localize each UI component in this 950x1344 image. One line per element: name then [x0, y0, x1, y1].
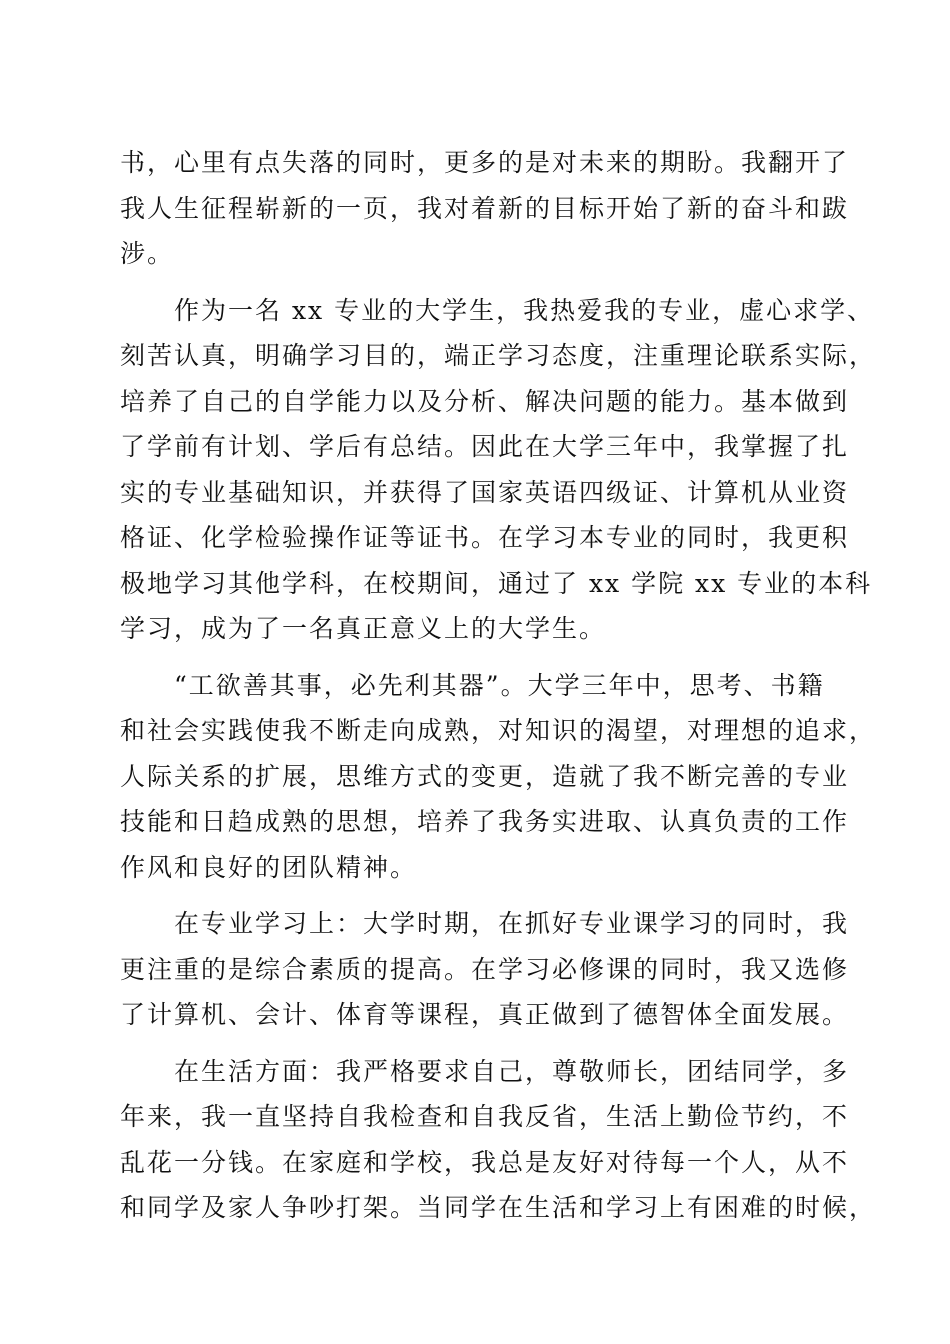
text-line: 作为一名 xx 专业的大学生，我热爱我的专业，虚心求学、: [120, 295, 875, 325]
text-line: 在生活方面：我严格要求自己，尊敬师长，团结同学，多: [120, 1056, 850, 1086]
body-text: [120, 140, 877, 1231]
text-line: 更注重的是综合素质的提高。在学习必修课的同时，我又选修: [120, 954, 850, 984]
text-line: 极地学习其他学科，在校期间，通过了 xx 学院 xx 专业的本科: [120, 568, 873, 598]
paragraph: [120, 288, 877, 652]
text-line: 学习，成为了一名真正意义上的大学生。: [120, 614, 607, 643]
text-line: 了学前有计划、学后有总结。因此在大学三年中，我掌握了扎: [120, 432, 850, 461]
text-line: 在专业学习上：大学时期，在抓好专业课学习的同时，我: [120, 909, 850, 938]
text-line: 我人生征程崭新的一页，我对着新的目标开始了新的奋斗和跋: [120, 193, 850, 223]
text-line: 实的专业基础知识，并获得了国家英语四级证、计算机从业资: [120, 477, 850, 507]
text-line: 了计算机、会计、体育等课程，真正做到了德智体全面发展。: [120, 1000, 850, 1029]
text-line: 书，心里有点失落的同时，更多的是对未来的期盼。我翻开了: [120, 148, 850, 177]
text-line: “工欲善其事，必先利其器”。大学三年中，思考、书籍: [120, 670, 825, 700]
text-line: 涉。: [120, 239, 175, 268]
text-line: 和同学及家人争吵打架。当同学在生活和学习上有困难的时候，: [120, 1193, 877, 1222]
paragraph: [120, 1049, 877, 1231]
text-line: 作风和良好的团队精神。: [120, 852, 418, 882]
text-line: 培养了自己的自学能力以及分析、解决问题的能力。基本做到: [120, 386, 850, 416]
text-line: 技能和日趋成熟的思想，培养了我务实进取、认真负责的工作: [120, 807, 850, 836]
text-line: 刻苦认真，明确学习目的，端正学习态度，注重理论联系实际，: [120, 341, 877, 370]
text-line: 年来，我一直坚持自我检查和自我反省，生活上勤俭节约，不: [120, 1102, 850, 1131]
text-line: 和社会实践使我不断走向成熟，对知识的渴望，对理想的追求，: [120, 716, 877, 745]
paragraph: [120, 663, 877, 891]
text-line: 格证、化学检验操作证等证书。在学习本专业的同时，我更积: [120, 523, 850, 552]
text-line: 人际关系的扩展，思维方式的变更，造就了我不断完善的专业: [120, 761, 850, 791]
paragraph: [120, 901, 850, 1038]
text-line: 乱花一分钱。在家庭和学校，我总是友好对待每一个人，从不: [120, 1147, 850, 1177]
paragraph: [120, 140, 850, 277]
